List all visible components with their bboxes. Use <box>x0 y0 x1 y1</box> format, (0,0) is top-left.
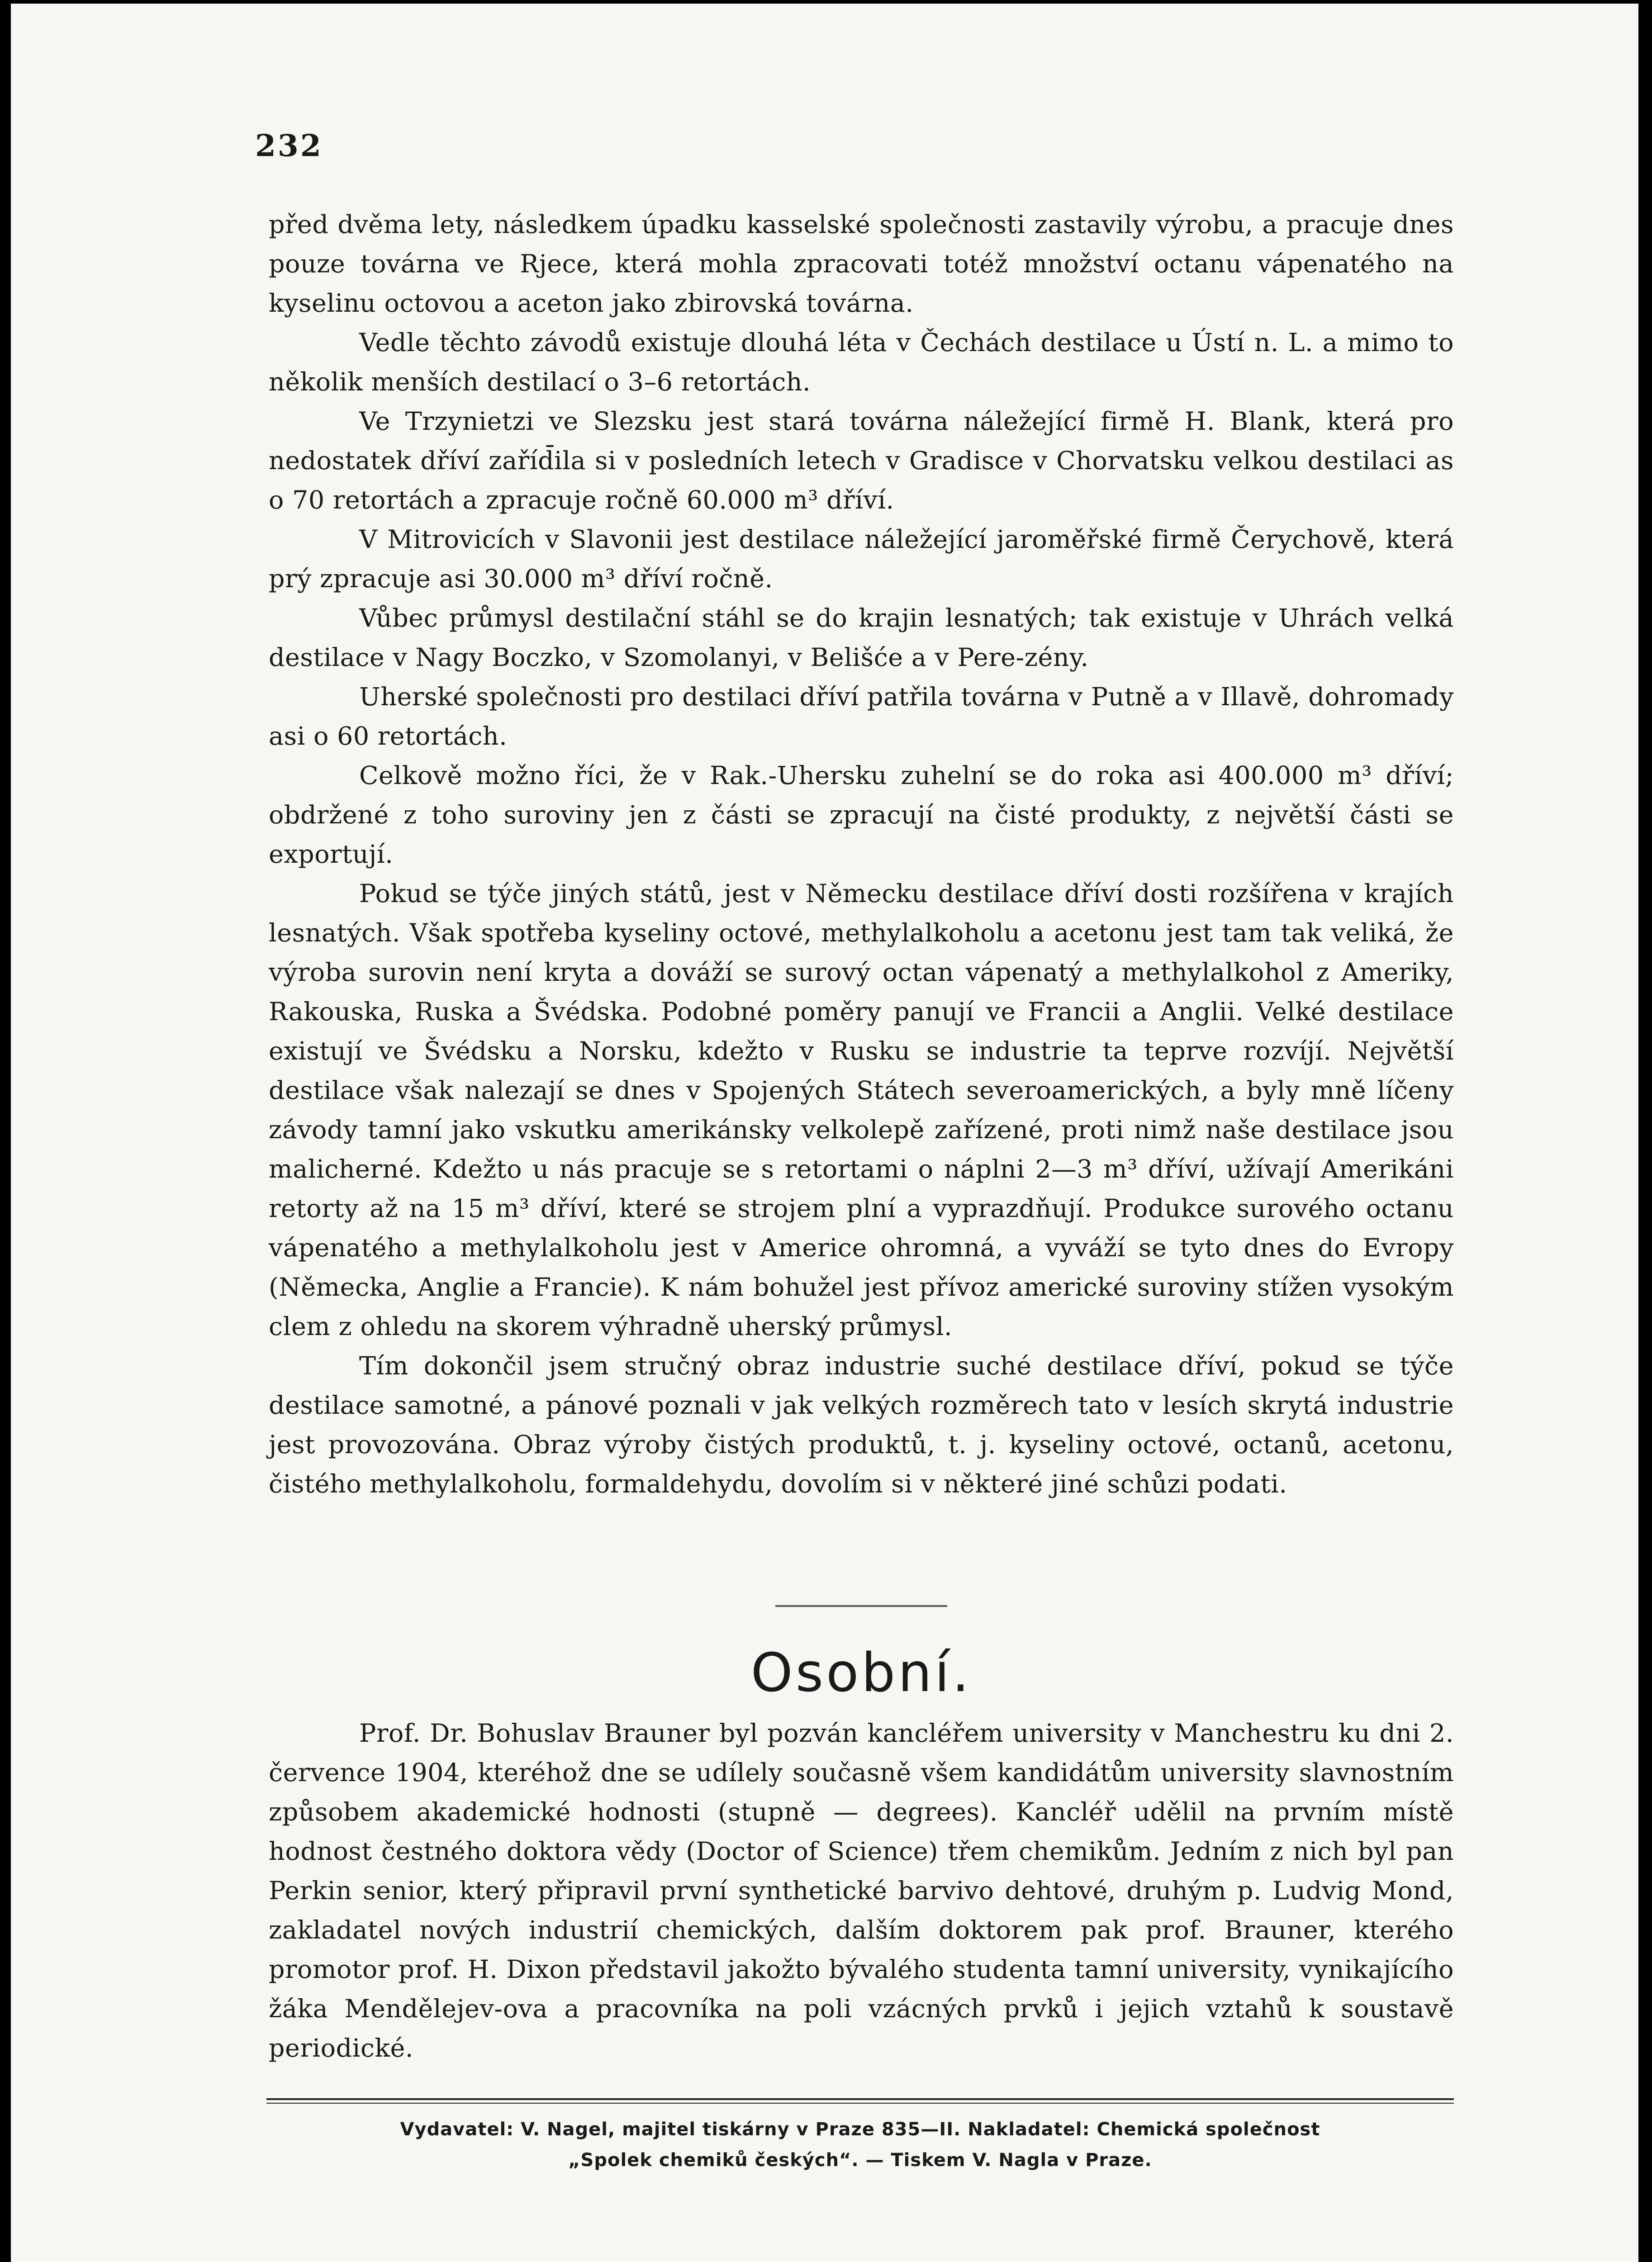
paragraph: před dvěma lety, následkem úpadku kasselské společnosti zastavily výrobu, a pracuje dnes pouze továrna ve Rjece, která mohla zpracovati totéž množství octanu vápenatého na kyselinu octovou a aceton jako zbirovská továrna. <box>269 210 1454 318</box>
paragraph: Tím dokončil jsem stručný obraz industrie suché destilace dříví, pokud se týče destilace samotné, a pánové poznali v jak velkých rozměrech tato v lesích skrytá industrie jest provozována. Obraz výroby čistých produktů, t. j. kyseliny octové, octanů, acetonu, čistého methylalkoholu, formaldehydu, dovolím si v některé jiné schůzi podati. <box>269 1351 1454 1499</box>
imprint-line: Vydavatel: V. Nagel, majitel tiskárny v Praze 835—II. Nakladatel: Chemická společnost <box>400 2119 1320 2140</box>
section-divider <box>775 1605 947 1607</box>
article-body <box>269 205 1454 1504</box>
footer-rule-bottom <box>266 2103 1454 2104</box>
imprint-footer <box>266 2114 1454 2176</box>
paragraph: Vůbec průmysl destilační stáhl se do krajin lesnatých; tak existuje v Uhrách velká destilace v Nagy Boczko, v Szomolanyi, v Belišće a v Pere-zény. <box>269 604 1454 672</box>
section-title: Osobní. <box>750 1641 972 1704</box>
footer-rule-top <box>266 2098 1454 2100</box>
paragraph: Prof. Dr. Bohuslav Brauner byl pozván kancléřem university v Manchestru ku dni 2. července 1904, kteréhož dne se udílely současně všem kandidátům university slavnostním způsobem akademické hodnosti (stupně — degrees). Kancléř udělil na prvním místě hodnost čestného doktora vědy (Doctor of Science) třem chemikům. Jedním z nich byl pan Perkin senior, který připravil první synthetické barvivo dehtové, druhým p. Ludvig Mond, zakladatel nových industrií chemických, dalším doktorem pak prof. Brauner, kterého promotor prof. H. Dixon představil jakožto bývalého studenta tamní university, vynikajícího žáka Mendělejev-ova a pracovníka na poli vzácných prvků i jejich vztahů k soustavě periodické. <box>269 1719 1454 2063</box>
paragraph: Celkově možno říci, že v Rak.-Uhersku zuhelní se do roka asi 400.000 m³ dříví; obdržené z toho suroviny jen z části se zpracují na čisté produkty, z největší části se exportují. <box>269 761 1454 869</box>
paragraph: Ve Trzynietzi ve Slezsku jest stará továrna náležející firmě H. Blank, která pro nedostatek dříví zaříd̄ila si v posledních letech v Gradisce v Chorvatsku velkou destilaci as o 70 retortách a zpracuje ročně 60.000 m³ dříví. <box>269 407 1454 515</box>
paragraph: Uherské společnosti pro destilaci dříví patřila továrna v Putně a v Illavě, dohromady asi o 60 retortách. <box>269 682 1454 751</box>
page-sheet <box>11 4 1638 2262</box>
paragraph: Vedle těchto závodů existuje dlouhá léta v Čechách destilace u Ústí n. L. a mimo to několik menších destilací o 3–6 retortách. <box>269 328 1454 397</box>
imprint-line: „Spolek chemiků českých“. — Tiskem V. Nagla v Praze. <box>568 2150 1152 2171</box>
personal-section-body <box>269 1714 1454 2068</box>
paragraph: V Mitrovicích v Slavonii jest destilace náležející jaroměřské firmě Čerychově, která prý zpracuje asi 30.000 m³ dříví ročně. <box>269 525 1454 594</box>
page-number: 232 <box>255 128 323 163</box>
paragraph: Pokud se týče jiných států, jest v Německu destilace dříví dosti rozšířena v krajích lesnatých. Však spotřeba kyseliny octové, methylalkoholu a acetonu jest tam tak veliká, že výroba surovin není kryta a dováží se surový octan vápenatý a methylalkohol z Ameriky, Rakouska, Ruska a Švédska. Podobné poměry panují ve Francii a Anglii. Velké destilace existují ve Švédsku a Norsku, kdežto v Rusku se industrie ta teprve rozvíjí. Největší destilace však nalezají se dnes v Spojených Státech severoamerických, a byly mně líčeny závody tamní jako vskutku amerikánsky velkolepě zařízené, proti nimž naše destilace jsou malicherné. Kdežto u nás pracuje se s retortami o náplni 2—3 m³ dříví, užívají Amerikáni retorty až na 15 m³ dříví, které se strojem plní a vyprazdňují. Produkce surového octanu vápenatého a methylalkoholu jest v Americe ohromná, a vyváží se tyto dnes do Evropy (Německa, Anglie a Francie). K nám bohužel jest přívoz americké suroviny stížen vysokým clem z ohledu na skorem výhradně uherský průmysl. <box>269 879 1454 1341</box>
